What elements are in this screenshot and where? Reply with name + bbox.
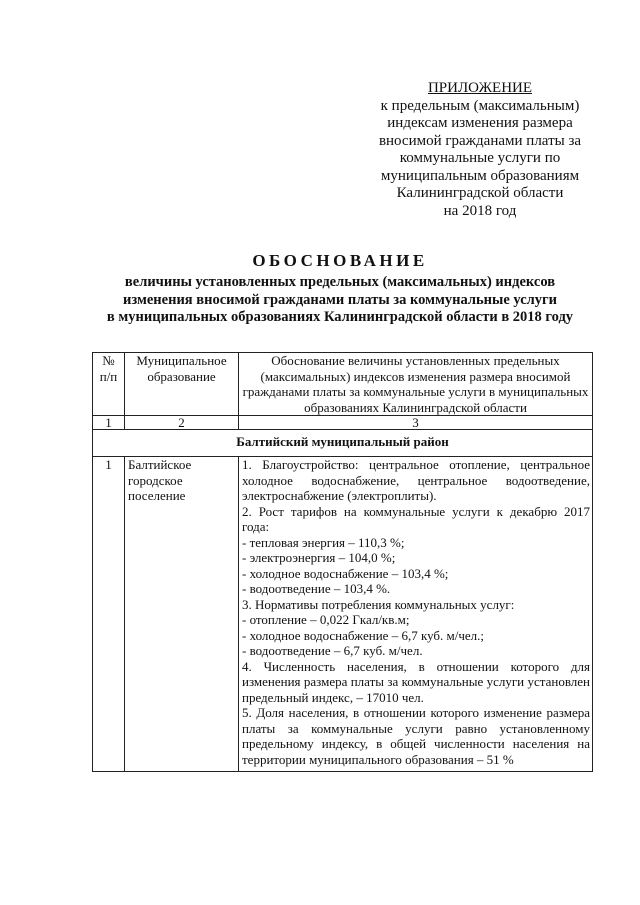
appendix-line: вносимой гражданами платы за (378, 132, 582, 149)
justification-line: - тепловая энергия – 110,3 %; (242, 534, 405, 550)
column-number-row (93, 416, 593, 430)
district-row (93, 430, 593, 457)
row-municipality: Балтийское городское поселение (125, 457, 239, 772)
appendix-line: коммунальные услуги по (399, 150, 561, 166)
row-justification (239, 457, 593, 772)
appendix-line: индексам изменения размера (387, 115, 573, 131)
row-num: 1 (93, 457, 125, 772)
appendix-block (350, 80, 610, 220)
justification-line: - электроэнергия – 104,0 %; (242, 550, 396, 565)
appendix-line: к предельным (максимальным) (380, 97, 580, 114)
column-number: 3 (239, 416, 593, 430)
justification-line: - холодное водоснабжение – 103,4 %; (242, 565, 449, 581)
appendix-line: муниципальным образованиям (380, 167, 580, 184)
heading-line: в муниципальных образованиях Калининградской области в 2018 году (106, 309, 574, 325)
justification-line: - водоотведение – 6,7 куб. м/чел. (242, 643, 423, 658)
justification-line: 2. Рост тарифов на коммунальные услуги к декабрю 2017 года: (242, 503, 590, 534)
justification-line: 5. Доля населения, в отношении которого изменение размера платы за коммунальные услуги равно установленному предельному индексу, в общей численности населения на территории муниципального образования – 51 % (242, 705, 590, 767)
header-justification: Обоснование величины установленных предельных (максимальных) индексов изменения размера вносимой гражданами платы за коммунальные услуги в муниципальных образованиях Калининградской области (239, 353, 593, 416)
table-header-row (93, 353, 593, 416)
appendix-line: на 2018 год (443, 202, 517, 219)
heading-line: величины установленных предельных (максимальных) индексов (124, 274, 556, 290)
justification-line: - отопление – 0,022 Гкал/кв.м; (242, 612, 410, 627)
document-heading (80, 250, 600, 327)
justification-line: - холодное водоснабжение – 6,7 куб. м/чел.; (242, 627, 485, 643)
appendix-title: ПРИЛОЖЕНИЕ (427, 80, 533, 96)
justification-table (92, 352, 593, 772)
justification-line: - водоотведение – 103,4 %. (242, 581, 391, 596)
justification-line: 4. Численность населения, в отношении которого для изменения размера платы за коммунальные услуги установлен предельный индекс, – 17010 чел. (242, 658, 590, 705)
column-number: 1 (93, 416, 125, 430)
appendix-line: Калининградской области (396, 185, 564, 201)
header-municipality: Муниципальное образование (125, 353, 239, 416)
column-number: 2 (125, 416, 239, 430)
heading-line: изменения вносимой гражданами платы за коммунальные услуги (123, 291, 557, 308)
header-num: № п/п (93, 353, 125, 416)
document-title: ОБОСНОВАНИЕ (252, 251, 428, 270)
table-row (93, 457, 593, 772)
district-name: Балтийский муниципальный район (93, 430, 593, 457)
justification-line: 1. Благоустройство: центральное отопление, центральное холодное водоснабжение, центральное водоотведение, электроснабжение (электроплиты). (242, 457, 590, 503)
justification-line: 3. Нормативы потребления коммунальных услуг: (242, 596, 515, 612)
